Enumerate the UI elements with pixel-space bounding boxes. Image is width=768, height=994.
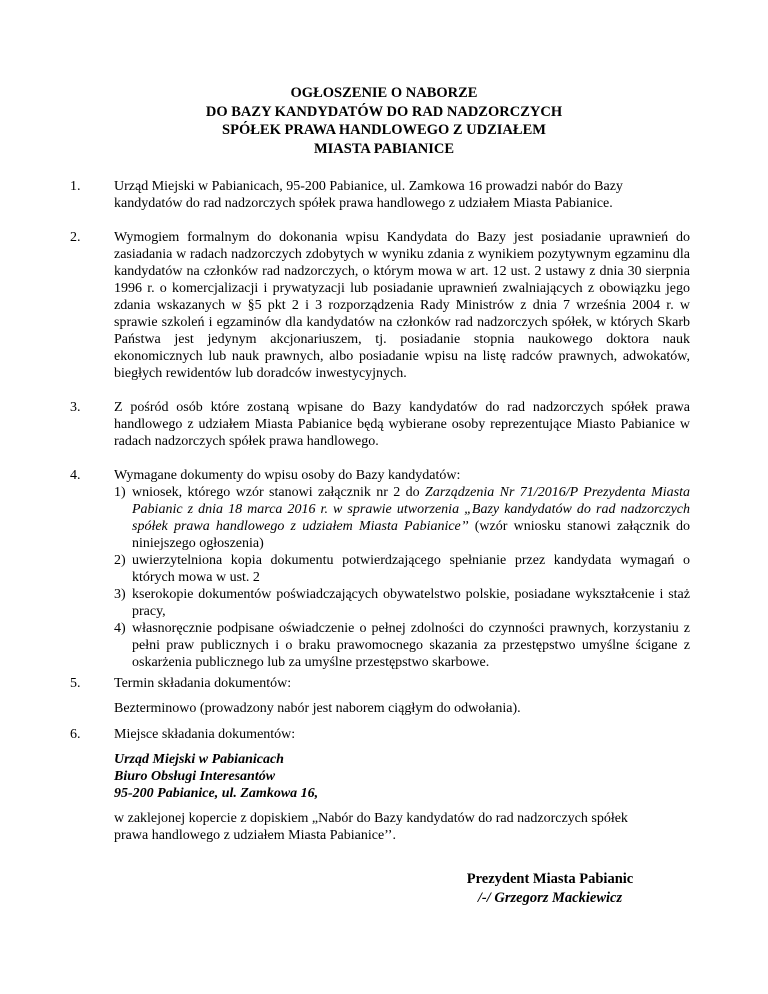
address-line-1: Urząd Miejski w Pabianicach — [114, 752, 284, 767]
section-6-number: 6. — [70, 727, 81, 742]
list-item-number: 4) — [114, 621, 126, 636]
list-item-text: kserokopie dokumentów poświadczających obywatelstwo polskie, posiadane wykształcenie i staż pracy, — [132, 587, 690, 619]
section-6-label: Miejsce składania dokumentów: — [114, 727, 296, 742]
list-item-number: 1) — [114, 485, 126, 500]
address-line-2: Biuro Obsługi Interesantów — [114, 769, 276, 784]
signature-block — [440, 870, 660, 908]
document-title — [0, 84, 768, 158]
section-2-number: 2. — [70, 230, 81, 245]
title-line-2: DO BAZY KANDYDATÓW DO RAD NADZORCZYCH — [205, 103, 563, 120]
section-5-label: Termin składania dokumentów: — [114, 676, 292, 691]
list-item-number: 2) — [114, 553, 126, 568]
list-item — [114, 620, 690, 671]
section-2-text: Wymogiem formalnym do dokonania wpisu Kandydata do Bazy jest posiadanie uprawnień do zasiadania w radach nadzorczych zdobytych w wyniku zdania z wynikiem pozytywnym egzaminu dla kandydatów na członków rad nadzorczych, o którym mowa w art. 12 ust. 2 ustawy z dnia 30 sierpnia 1996 r. o komercjalizacji i prywatyzacji lub posiadanie uprawnień zwalniających z obowiązku jego zdania wskazanych w §5 pkt 2 i 3 rozporządzenia Rady Ministrów z dnia 7 września 2004 r. w sprawie szkoleń i egzaminów dla kandydatów na członków rad nadzorczych spółek, w których Skarb Państwa jest jedynym akcjonariuszem, tj. posiadanie stopnia naukowego doktora nauk ekonomicznych lub nauk prawnych, albo posiadanie wpisu na listę radców prawnych, adwokatów, biegłych rewidentów lub doradców inwestycyjnych. — [114, 230, 690, 381]
section-5-text: Bezterminowo (prowadzony nabór jest naborem ciągłym do odwołania). — [114, 701, 521, 716]
list-item-text: uwierzytelniona kopia dokumentu potwierdzającego spełnianie przez kandydata wymagań o których mowa w ust. 2 — [132, 553, 690, 585]
section-5-number: 5. — [70, 676, 81, 691]
section-4-intro: Wymagane dokumenty do wpisu osoby do Bazy kandydatów: — [114, 468, 461, 483]
section-4-number: 4. — [70, 468, 81, 483]
section-5-body — [114, 675, 690, 717]
list-item — [114, 484, 690, 552]
section-1-number: 1. — [70, 179, 81, 194]
section-4-body — [114, 467, 690, 671]
list-item-number: 3) — [114, 587, 126, 602]
section-6-note: w zaklejonej kopercie z dopiskiem „Nabór do Bazy kandydatów do rad nadzorczych spółek prawa handlowego z udziałem Miasta Pabianice’’. — [114, 811, 628, 843]
title-line-1: OGŁOSZENIE O NABORZE — [290, 85, 478, 101]
signature-name: /-/ Grzegorz Mackiewicz — [477, 890, 623, 906]
signature-title: Prezydent Miasta Pabianic — [466, 871, 634, 887]
title-line-4: MIASTA PABIANICE — [313, 140, 455, 157]
section-3-text: Z pośród osób które zostaną wpisane do Bazy kandydatów do rad nadzorczych spółek prawa handlowego z udziałem Miasta Pabianice będą wybierane osoby reprezentujące Miasto Pabianice w radach nadzorczych spółek prawa handlowego. — [114, 400, 690, 449]
section-6-body — [114, 726, 690, 844]
list-item-text: wniosek, którego wzór stanowi załącznik nr 2 do — [132, 485, 426, 500]
address-line-3: 95-200 Pabianice, ul. Zamkowa 16, — [114, 786, 319, 801]
list-item — [114, 552, 690, 586]
section-3-number: 3. — [70, 400, 81, 415]
list-item-note: (wzór wniosku stanowi załącznik do niniejszego ogłoszenia) — [132, 519, 691, 551]
section-1-text: Urząd Miejski w Pabianicach, 95-200 Pabianice, ul. Zamkowa 16 prowadzi nabór do Bazy kandydatów do rad nadzorczych spółek prawa handlowego z udziałem Miasta Pabianice. — [114, 179, 623, 211]
list-item-text: własnoręcznie podpisane oświadczenie o pełnej zdolności do czynności prawnych, korzystaniu z pełni praw publicznych i o braku prawomocnego skazania za przestępstwo umyślne ścigane z oskarżenia publicznego lub za umyślne przestępstwo skarbowe. — [132, 621, 690, 670]
regulation-reference: Zarządzenia Nr 71/2016/P Prezydenta Miasta Pabianic z dnia 18 marca 2016 r. w sprawie utworzenia „Bazy kandydatów do rad nadzorczych spółek prawa handlowego z udziałem Miasta Pabianice’’ — [132, 485, 691, 534]
list-item — [114, 586, 690, 620]
title-line-3: SPÓŁEK PRAWA HANDLOWEGO Z UDZIAŁEM — [222, 122, 546, 138]
